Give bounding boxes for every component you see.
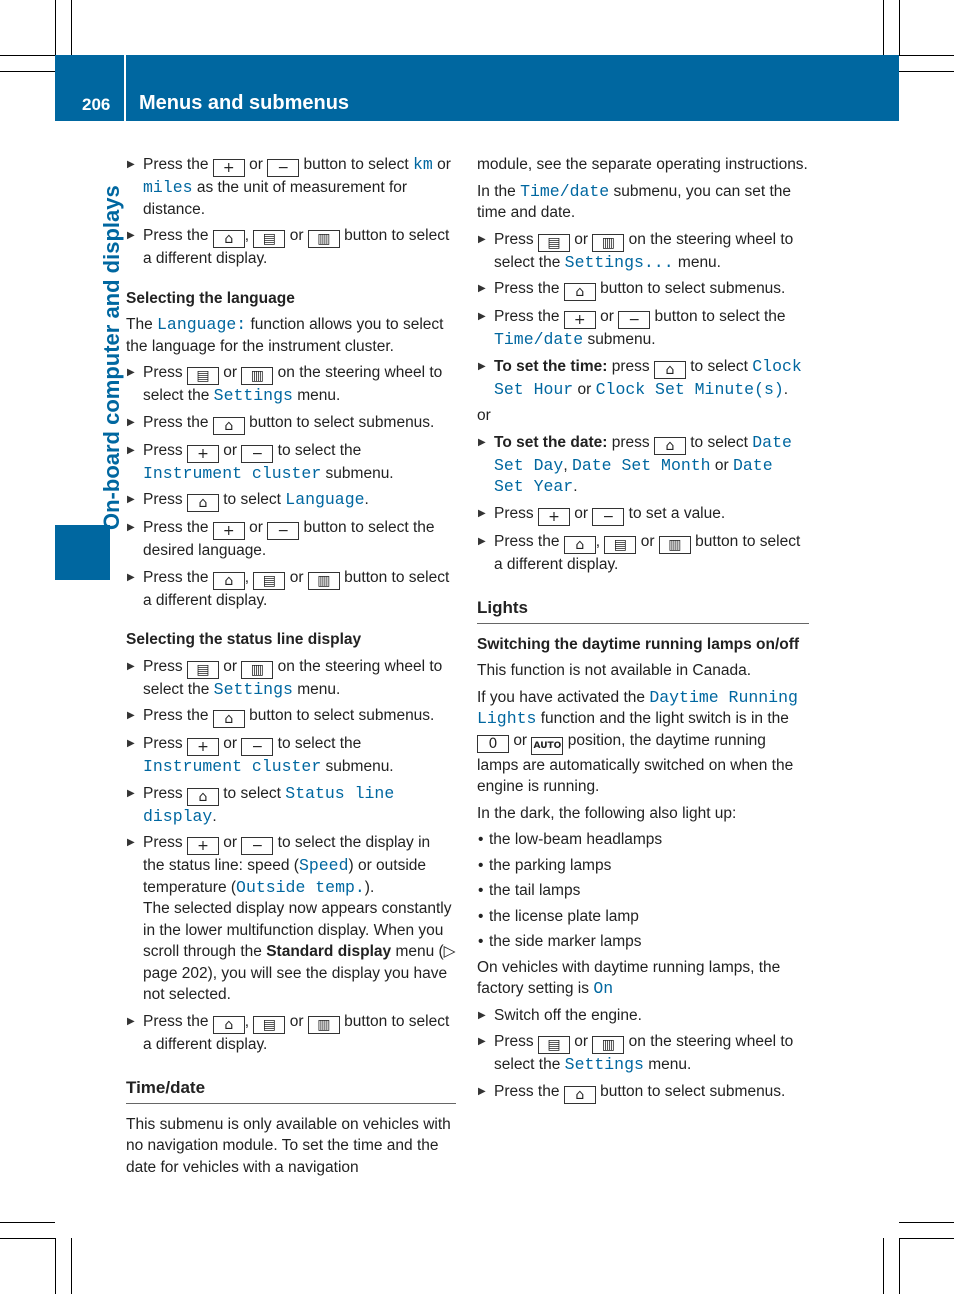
step: ▶ Press ▤ or ▥ on the steering wheel to select the Settings menu.: [477, 1031, 809, 1076]
step: ▶ Press the ⌂ , ▤ or ▥ button to select a different display.: [126, 225, 456, 270]
crop-mark: [55, 0, 56, 55]
menu-right-button-icon: ▥: [241, 367, 273, 385]
back-button-icon: ⌂: [564, 283, 596, 301]
chapter-side-title: On-board computer and displays: [99, 185, 124, 530]
subheading-status-line: Selecting the status line display: [126, 631, 362, 648]
paragraph: In the dark, the following also light up:: [477, 804, 737, 822]
light-switch-zero-icon: 0: [477, 735, 509, 753]
step: ▶ Press the + or − button to select the desired language.: [126, 517, 456, 562]
step: ▶ Press ⌂ to select Language.: [126, 489, 456, 512]
paragraph: The Language: function allows you to select the language for the instrument cluster.: [126, 315, 444, 355]
right-column: [477, 154, 809, 1109]
list-item: • the parking lamps: [477, 855, 809, 877]
step: ▶ Press ▤ or ▥ on the steering wheel to select the Settings... menu.: [477, 229, 809, 274]
step: ▶ Press the + or − button to select the Time/date submenu.: [477, 306, 809, 351]
paragraph: This function is not available in Canada.: [477, 662, 751, 679]
minus-button-icon: −: [592, 508, 624, 526]
crop-mark: [71, 0, 72, 55]
paragraph: This submenu is only available on vehicles with no navigation module. To set the time and the date for vehicles with a navigation: [126, 1115, 451, 1176]
crop-mark: [899, 1238, 954, 1239]
plus-button-icon: +: [187, 837, 219, 855]
step: ▶ Press ▤ or ▥ on the steering wheel to select the Settings menu.: [126, 362, 456, 407]
back-button-icon: ⌂: [213, 710, 245, 728]
back-button-icon: ⌂: [564, 1086, 596, 1104]
step: ▶ Press + or − to select the Instrument cluster submenu.: [126, 733, 456, 778]
menu-left-button-icon: ▤: [187, 367, 219, 385]
list-item: • the low-beam headlamps: [477, 829, 809, 851]
menu-left-button-icon: ▤: [538, 234, 570, 252]
minus-button-icon: −: [267, 522, 299, 540]
step: ▶ To set the date: press ⌂ to select Date Set Day, Date Set Month or Date Set Year.: [477, 432, 809, 498]
crop-mark: [883, 0, 884, 55]
list-item: • the tail lamps: [477, 880, 809, 902]
minus-button-icon: −: [618, 311, 650, 329]
crop-mark: [899, 1222, 954, 1223]
minus-button-icon: −: [241, 738, 273, 756]
step: ▶ Press + or − to select the Instrument cluster submenu.: [126, 440, 456, 485]
light-switch-auto-icon: AUTO: [531, 737, 563, 755]
step: ▶ Press the ⌂ button to select submenus.: [477, 278, 809, 301]
list-item: • the license plate lamp: [477, 906, 809, 928]
menu-left-button-icon: ▤: [253, 572, 285, 590]
crop-mark: [0, 71, 55, 72]
back-button-icon: ⌂: [213, 1016, 245, 1034]
paragraph: In the Time/date submenu, you can set the time and date.: [477, 181, 792, 221]
menu-right-button-icon: ▥: [592, 1036, 624, 1054]
paragraph: or: [477, 407, 491, 424]
menu-left-button-icon: ▤: [187, 661, 219, 679]
page-title: Menus and submenus: [139, 92, 350, 114]
crop-mark: [899, 55, 954, 56]
menu-left-button-icon: ▤: [253, 230, 285, 248]
left-column: [126, 154, 456, 1183]
menu-left-button-icon: ▤: [253, 1016, 285, 1034]
step: ▶ Press the ⌂ , ▤ or ▥ button to select a different display.: [126, 567, 456, 612]
section-heading-lights: Lights: [477, 597, 809, 624]
crop-mark: [55, 1238, 56, 1294]
page-number: 206: [82, 95, 111, 114]
step: ▶ Press the ⌂ , ▤ or ▥ button to select a different display.: [477, 531, 809, 576]
section-heading-time-date: Time/date: [126, 1077, 456, 1104]
plus-button-icon: +: [538, 508, 570, 526]
crop-mark: [0, 1222, 55, 1223]
minus-button-icon: −: [241, 445, 273, 463]
step: ▶ Press + or − to set a value.: [477, 503, 809, 526]
step: ▶ Press the + or − button to select km or miles as the unit of measurement for distance.: [126, 154, 456, 220]
plus-button-icon: +: [187, 445, 219, 463]
step: ▶ Press the ⌂ button to select submenus.: [477, 1081, 809, 1104]
menu-right-button-icon: ▥: [308, 1016, 340, 1034]
step: ▶ To set the time: press ⌂ to select Clock Set Hour or Clock Set Minute(s).: [477, 356, 809, 401]
crop-mark: [71, 1238, 72, 1294]
side-tab-marker: [55, 525, 110, 580]
subheading-language: Selecting the language: [126, 289, 295, 307]
plus-button-icon: +: [213, 159, 245, 177]
back-button-icon: ⌂: [187, 494, 219, 512]
paragraph: On vehicles with daytime running lamps, the factory setting is On: [477, 958, 781, 998]
step: ▶ Press the ⌂ button to select submenus.: [126, 705, 456, 728]
menu-right-button-icon: ▥: [241, 661, 273, 679]
crop-mark: [0, 55, 55, 56]
minus-button-icon: −: [267, 159, 299, 177]
paragraph: If you have activated the Daytime Running Lights function and the light switch is in the 0 or AUTO position, the daytime running lamps are automatically switched on when the engine is running.: [477, 687, 798, 795]
back-button-icon: ⌂: [213, 572, 245, 590]
step: ▶ Press ▤ or ▥ on the steering wheel to select the Settings menu.: [126, 656, 456, 701]
menu-right-button-icon: ▥: [592, 234, 624, 252]
menu-right-button-icon: ▥: [308, 572, 340, 590]
step: ▶ Switch off the engine.: [477, 1005, 809, 1027]
subheading-daytime-running-lamps: Switching the daytime running lamps on/off: [477, 635, 800, 653]
crop-mark: [0, 1238, 55, 1239]
menu-right-button-icon: ▥: [659, 536, 691, 554]
step: ▶ Press ⌂ to select Status line display.: [126, 783, 456, 828]
step: ▶ Press the ⌂ , ▤ or ▥ button to select a different display.: [126, 1011, 456, 1056]
minus-button-icon: −: [241, 837, 273, 855]
back-button-icon: ⌂: [213, 230, 245, 248]
plus-button-icon: +: [564, 311, 596, 329]
crop-mark: [899, 71, 954, 72]
step: ▶ Press the ⌂ button to select submenus.: [126, 412, 456, 435]
back-button-icon: ⌂: [213, 417, 245, 435]
crop-mark: [883, 1238, 884, 1294]
plus-button-icon: +: [213, 522, 245, 540]
crop-mark: [899, 0, 900, 55]
paragraph: module, see the separate operating instructions.: [477, 156, 808, 173]
back-button-icon: ⌂: [654, 437, 686, 455]
menu-left-button-icon: ▤: [604, 536, 636, 554]
menu-left-button-icon: ▤: [538, 1036, 570, 1054]
crop-mark: [899, 1238, 900, 1294]
back-button-icon: ⌂: [654, 361, 686, 379]
back-button-icon: ⌂: [187, 788, 219, 806]
plus-button-icon: +: [187, 738, 219, 756]
step: ▶ Press + or − to select the display in the status line: speed (Speed) or outside temperature (Outside temp.). The selected display now appears constantly in the lower multifunction display. When you scroll through the Standard display menu (▷ page 202), you will see the display you have not selected.: [126, 832, 456, 1006]
back-button-icon: ⌂: [564, 536, 596, 554]
menu-right-button-icon: ▥: [308, 230, 340, 248]
list-item: • the side marker lamps: [477, 931, 809, 953]
header-divider: [124, 55, 126, 121]
